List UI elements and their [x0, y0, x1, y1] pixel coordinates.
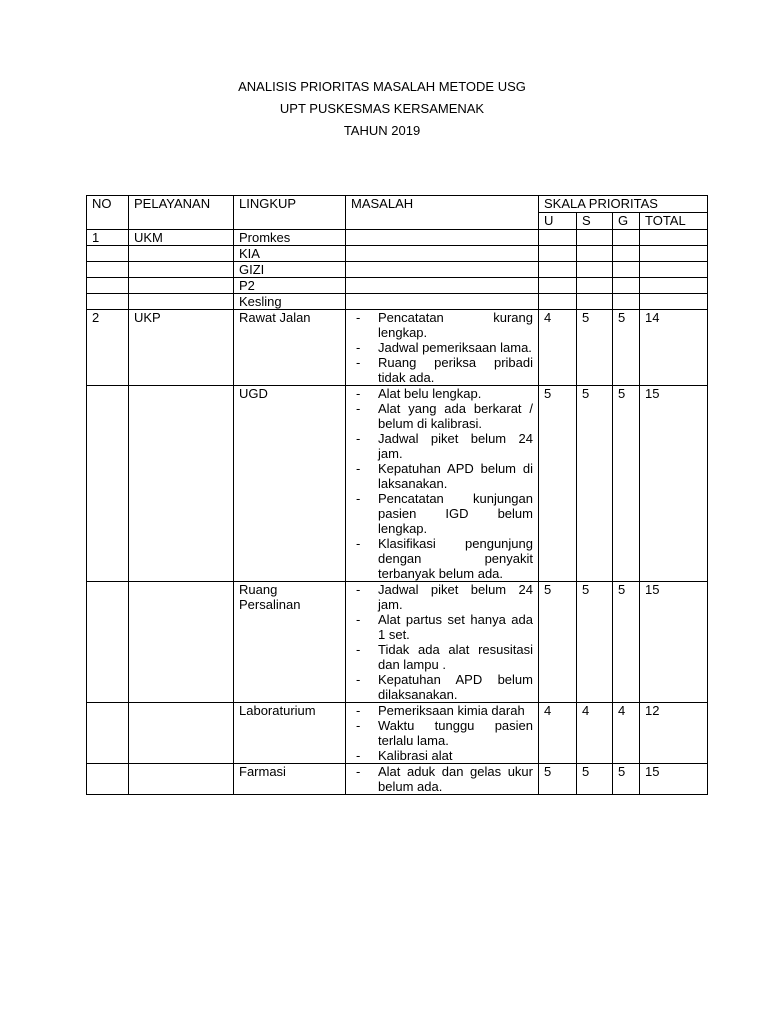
cell-s	[577, 294, 613, 310]
cell-g: 5	[613, 764, 640, 795]
table-row	[87, 246, 708, 262]
cell-u	[539, 294, 577, 310]
header-masalah: MASALAH	[346, 196, 539, 230]
cell-lingkup: Laboraturium	[234, 703, 346, 764]
cell-pelayanan	[129, 262, 234, 278]
cell-s: 5	[577, 386, 613, 582]
masalah-item: - Alat partus set hanya ada 1 set.	[351, 612, 533, 642]
masalah-item: - Waktu tunggu pasien terlalu lama.	[351, 718, 533, 748]
masalah-item: - Alat aduk dan gelas ukur belum ada.	[351, 764, 533, 794]
cell-s: 5	[577, 764, 613, 795]
cell-lingkup: P2	[234, 278, 346, 294]
cell-no	[87, 764, 129, 795]
cell-total: 15	[640, 386, 708, 582]
cell-masalah	[346, 262, 539, 278]
title-line-3: TAHUN 2019	[343, 123, 421, 138]
masalah-item: - Klasifikasi pengunjung dengan penyakit terbanyak belum ada.	[351, 536, 533, 581]
cell-no	[87, 386, 129, 582]
masalah-list	[351, 703, 533, 763]
masalah-item: - Alat yang ada berkarat / belum di kalibrasi.	[351, 401, 533, 431]
header-pelayanan: PELAYANAN	[129, 196, 234, 230]
cell-total: 14	[640, 310, 708, 386]
cell-g	[613, 230, 640, 246]
table-body	[87, 230, 708, 795]
table-row	[87, 230, 708, 246]
cell-masalah	[346, 230, 539, 246]
header-no: NO	[87, 196, 129, 230]
document-title	[0, 76, 768, 142]
table-row	[87, 294, 708, 310]
header-s: S	[577, 213, 613, 230]
title-line-2: UPT PUSKESMAS KERSAMENAK	[279, 101, 485, 116]
table-row	[87, 703, 708, 764]
cell-masalah	[346, 582, 539, 703]
cell-total: 12	[640, 703, 708, 764]
masalah-list	[351, 310, 533, 385]
cell-lingkup: Rawat Jalan	[234, 310, 346, 386]
cell-masalah	[346, 703, 539, 764]
cell-u: 4	[539, 310, 577, 386]
cell-g: 5	[613, 582, 640, 703]
header-skala-prioritas: SKALA PRIORITAS	[539, 196, 708, 213]
cell-pelayanan	[129, 294, 234, 310]
cell-s: 5	[577, 310, 613, 386]
cell-masalah	[346, 294, 539, 310]
cell-s	[577, 230, 613, 246]
cell-pelayanan	[129, 386, 234, 582]
cell-masalah	[346, 310, 539, 386]
cell-g	[613, 294, 640, 310]
cell-lingkup: UGD	[234, 386, 346, 582]
cell-s: 5	[577, 582, 613, 703]
cell-g	[613, 262, 640, 278]
cell-pelayanan	[129, 278, 234, 294]
table-row	[87, 582, 708, 703]
masalah-item: - Pencatatan kunjungan pasien IGD belum lengkap.	[351, 491, 533, 536]
masalah-item: - Jadwal piket belum 24 jam.	[351, 431, 533, 461]
cell-masalah	[346, 386, 539, 582]
cell-u	[539, 262, 577, 278]
cell-total	[640, 294, 708, 310]
cell-no: 1	[87, 230, 129, 246]
masalah-list	[351, 764, 533, 794]
cell-no	[87, 278, 129, 294]
cell-no	[87, 262, 129, 278]
cell-pelayanan	[129, 703, 234, 764]
masalah-list	[351, 582, 533, 702]
cell-s	[577, 278, 613, 294]
cell-total	[640, 230, 708, 246]
cell-pelayanan	[129, 246, 234, 262]
masalah-item: - Ruang periksa pribadi tidak ada.	[351, 355, 533, 385]
cell-masalah	[346, 278, 539, 294]
cell-u: 5	[539, 582, 577, 703]
masalah-item: - Kalibrasi alat	[351, 748, 533, 763]
cell-no	[87, 294, 129, 310]
masalah-item: - Tidak ada alat resusitasi dan lampu .	[351, 642, 533, 672]
cell-u	[539, 278, 577, 294]
header-total: TOTAL	[640, 213, 708, 230]
usg-priority-table	[86, 195, 708, 795]
cell-masalah	[346, 764, 539, 795]
cell-pelayanan	[129, 764, 234, 795]
cell-total	[640, 278, 708, 294]
cell-g	[613, 246, 640, 262]
cell-s	[577, 262, 613, 278]
masalah-item: - Jadwal piket belum 24 jam.	[351, 582, 533, 612]
cell-pelayanan: UKM	[129, 230, 234, 246]
cell-lingkup: Ruang Persalinan	[234, 582, 346, 703]
cell-total: 15	[640, 582, 708, 703]
cell-total: 15	[640, 764, 708, 795]
table-row	[87, 764, 708, 795]
cell-total	[640, 246, 708, 262]
title-line-1: ANALISIS PRIORITAS MASALAH METODE USG	[238, 79, 526, 94]
cell-u: 5	[539, 764, 577, 795]
cell-total	[640, 262, 708, 278]
cell-lingkup: GIZI	[234, 262, 346, 278]
cell-lingkup: Farmasi	[234, 764, 346, 795]
cell-s	[577, 246, 613, 262]
header-u: U	[539, 213, 577, 230]
cell-g: 4	[613, 703, 640, 764]
cell-lingkup: Kesling	[234, 294, 346, 310]
cell-lingkup: Promkes	[234, 230, 346, 246]
cell-pelayanan: UKP	[129, 310, 234, 386]
cell-g	[613, 278, 640, 294]
cell-lingkup: KIA	[234, 246, 346, 262]
cell-no	[87, 703, 129, 764]
header-g: G	[613, 213, 640, 230]
cell-g: 5	[613, 386, 640, 582]
cell-s: 4	[577, 703, 613, 764]
masalah-item: - Jadwal pemeriksaan lama.	[351, 340, 533, 355]
cell-masalah	[346, 246, 539, 262]
cell-u: 4	[539, 703, 577, 764]
cell-u	[539, 230, 577, 246]
masalah-item: - Kepatuhan APD belum di laksanakan.	[351, 461, 533, 491]
cell-no	[87, 582, 129, 703]
cell-g: 5	[613, 310, 640, 386]
cell-no	[87, 246, 129, 262]
table-row	[87, 386, 708, 582]
masalah-list	[351, 386, 533, 581]
table-row	[87, 278, 708, 294]
masalah-item: - Kepatuhan APD belum dilaksanakan.	[351, 672, 533, 702]
table-row	[87, 262, 708, 278]
table-row	[87, 310, 708, 386]
cell-u	[539, 246, 577, 262]
header-lingkup: LINGKUP	[234, 196, 346, 230]
cell-no: 2	[87, 310, 129, 386]
cell-pelayanan	[129, 582, 234, 703]
cell-u: 5	[539, 386, 577, 582]
masalah-item: - Alat belu lengkap.	[351, 386, 533, 401]
masalah-item: - Pemeriksaan kimia darah	[351, 703, 533, 718]
masalah-item: - Pencatatan kurang lengkap.	[351, 310, 533, 340]
